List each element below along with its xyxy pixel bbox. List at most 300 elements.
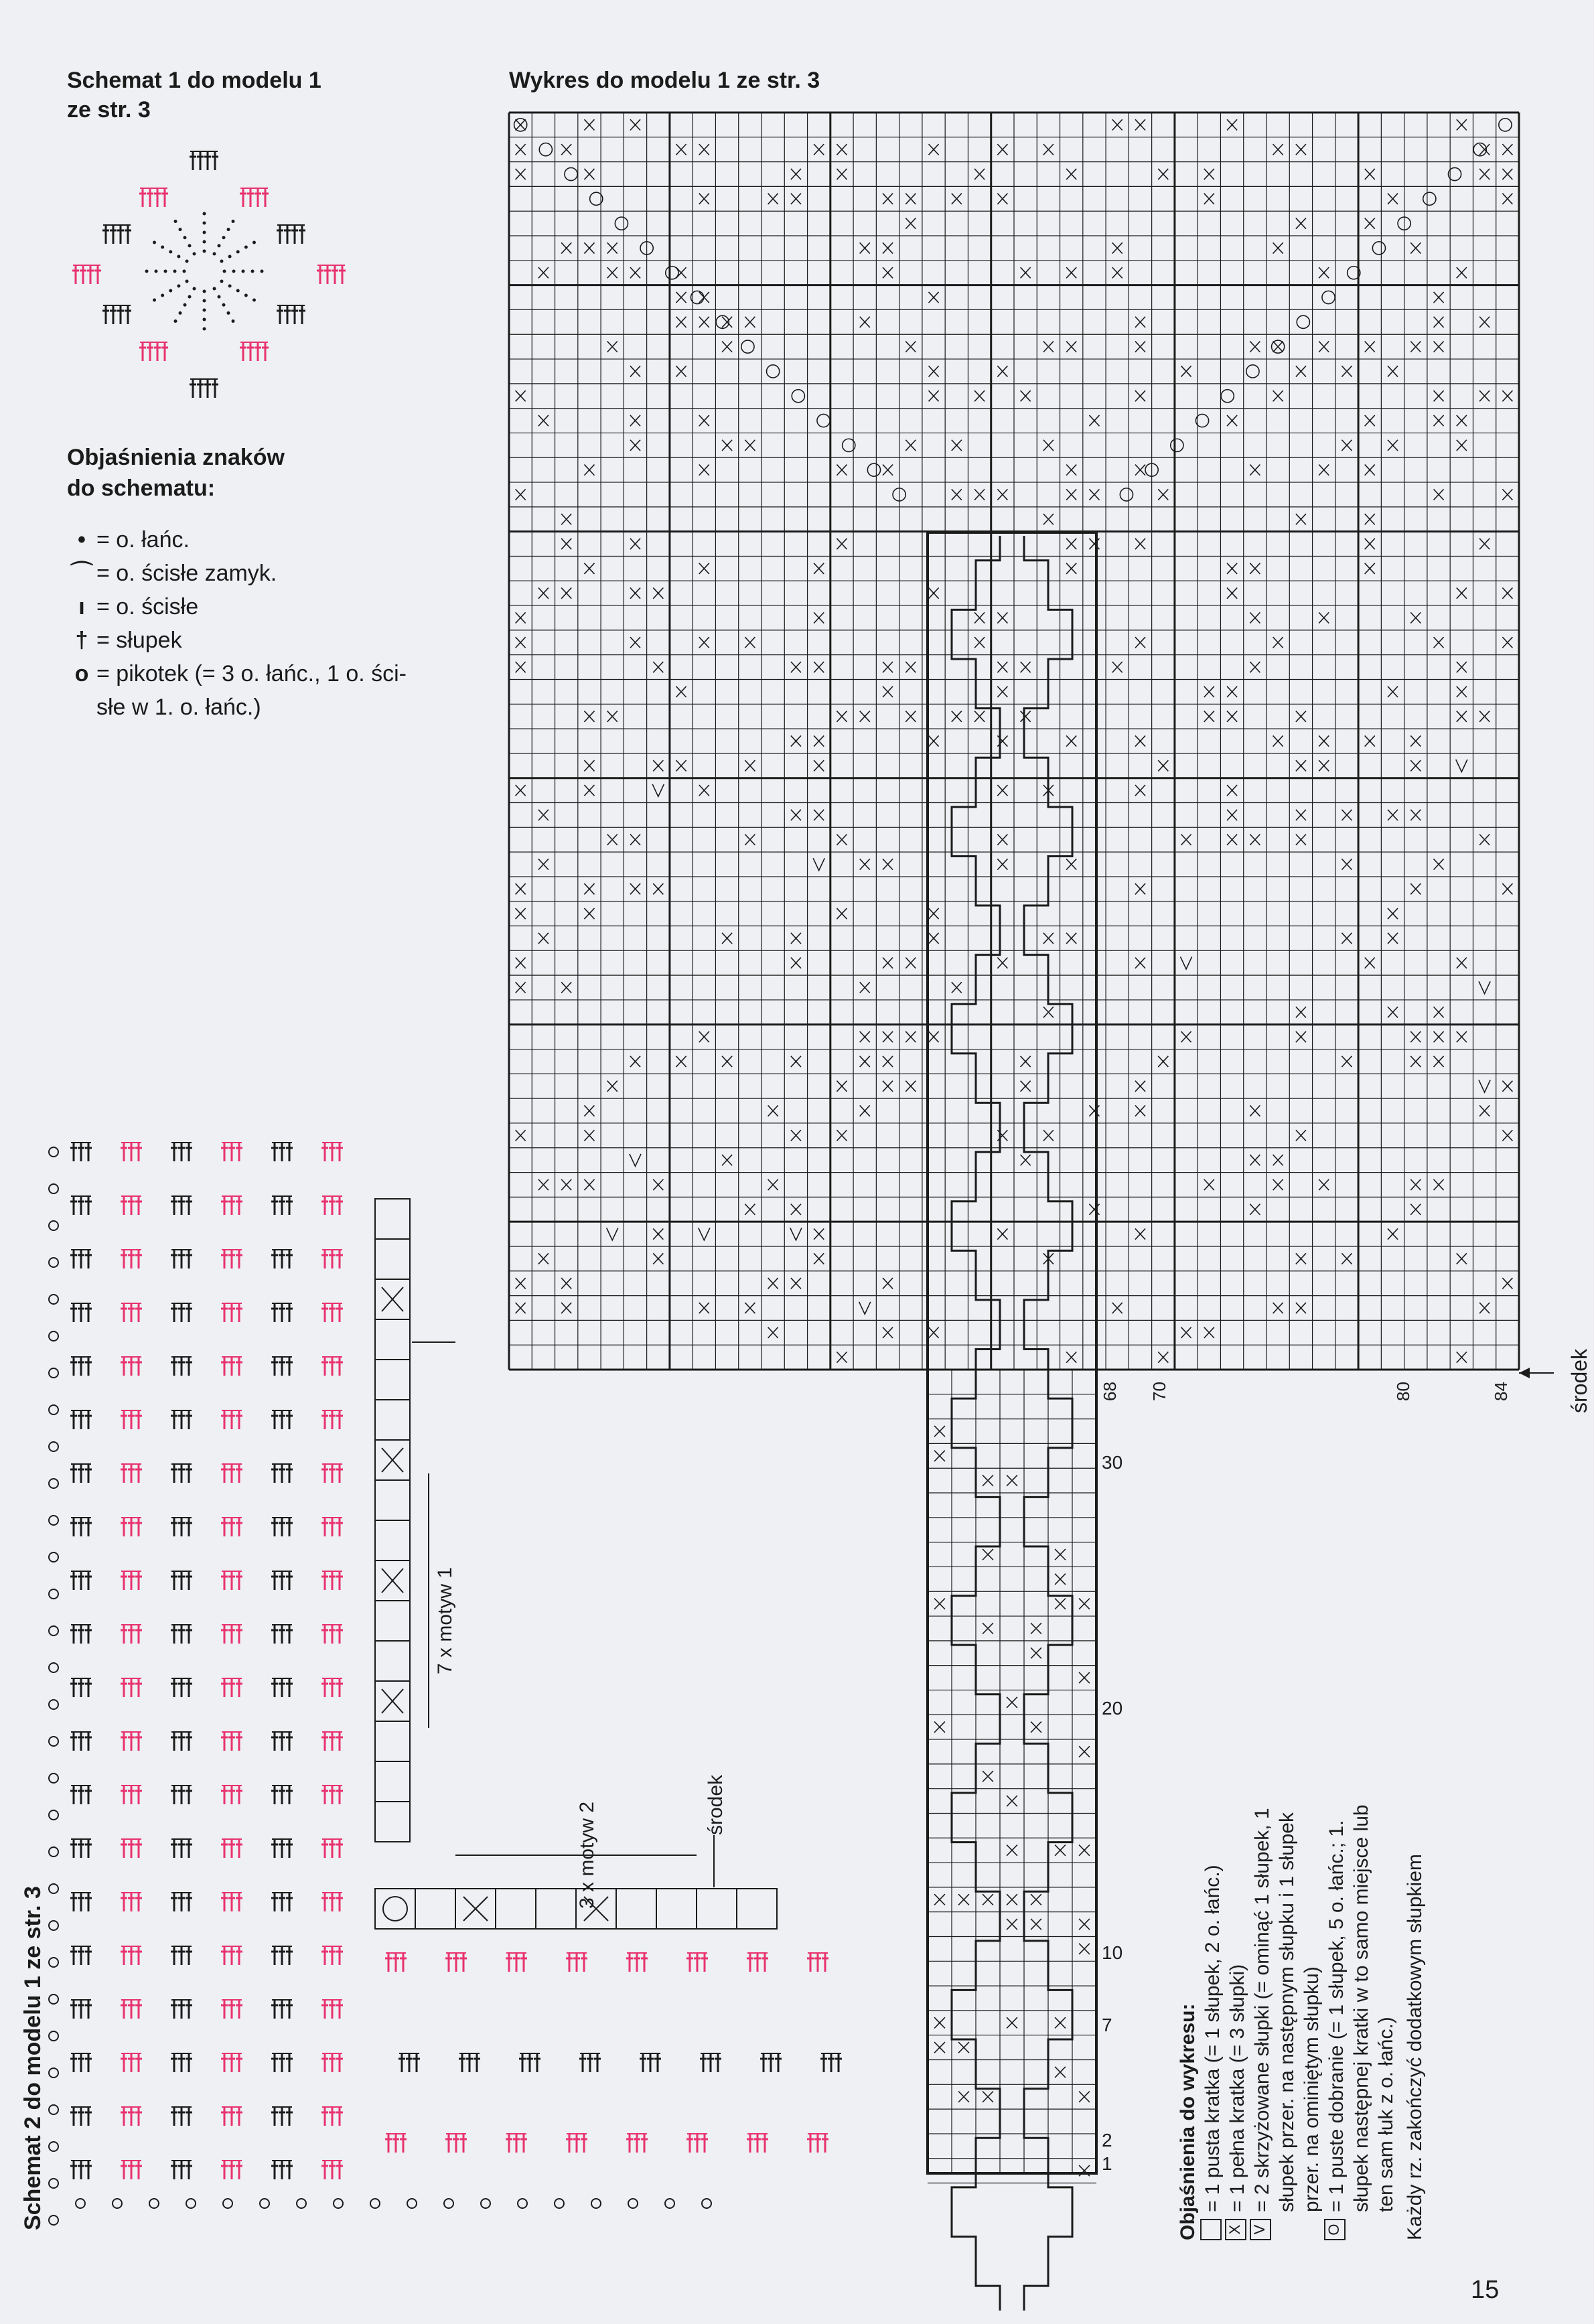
full-cell-mark — [607, 711, 618, 722]
full-cell-mark — [1502, 588, 1512, 599]
full-cell-mark — [1479, 1105, 1490, 1116]
full-cell-mark — [929, 735, 939, 746]
schema2-cell — [375, 1360, 410, 1400]
full-cell-mark — [1112, 662, 1122, 672]
full-cell-mark — [1502, 390, 1512, 401]
full-cell-mark — [1079, 1599, 1090, 1609]
full-cell-mark — [958, 2092, 969, 2102]
loop-cell-mark — [615, 217, 628, 230]
full-cell-mark — [997, 194, 1007, 204]
stitch-cluster — [271, 1893, 293, 1911]
full-cell-mark — [745, 834, 755, 845]
stitch-cluster — [271, 1786, 293, 1804]
full-cell-mark — [1319, 735, 1329, 746]
full-cell-mark — [1342, 859, 1352, 869]
full-cell-mark — [1158, 760, 1168, 771]
loop-cell-mark — [565, 167, 577, 180]
full-cell-mark — [1181, 1327, 1191, 1338]
stitch-cluster — [72, 265, 101, 284]
full-cell-mark — [1055, 2067, 1066, 2078]
full-cell-mark — [584, 760, 594, 771]
full-cell-mark — [929, 1031, 939, 1042]
full-cell-mark — [584, 1130, 594, 1141]
stitch-cluster — [221, 2107, 242, 2126]
stitch-cluster — [171, 1571, 192, 1590]
stitch-cluster — [221, 1143, 242, 1161]
full-cell-mark — [1055, 2017, 1066, 2028]
full-cell-mark — [883, 958, 893, 968]
full-cell-mark — [607, 342, 618, 352]
full-cell-mark — [676, 760, 686, 771]
stitch-cluster — [171, 2107, 192, 2126]
full-cell-mark — [630, 1056, 640, 1067]
full-cell-mark — [974, 612, 985, 623]
full-cell-mark — [1250, 342, 1260, 352]
full-cell-mark — [983, 1894, 993, 1905]
full-cell-mark — [676, 292, 686, 303]
full-cell-mark — [997, 144, 1007, 155]
full-cell-mark — [791, 169, 801, 179]
full-cell-mark — [516, 662, 526, 672]
stitch-cluster — [271, 1571, 293, 1590]
full-cell-mark — [1388, 366, 1398, 376]
schema2-cell — [656, 1889, 697, 1929]
full-cell-mark — [791, 958, 801, 968]
full-cell-mark — [745, 760, 755, 771]
stitch-cluster — [171, 1946, 192, 1965]
crossed-cell-mark — [813, 858, 824, 870]
stitch-cluster — [221, 1196, 242, 1215]
col-number-68: 68 — [1100, 1382, 1120, 1401]
full-cell-mark — [1410, 612, 1421, 623]
full-cell-mark — [791, 933, 801, 944]
full-cell-mark — [883, 859, 893, 869]
full-cell-mark — [1296, 711, 1306, 722]
stitch-cluster — [121, 1946, 142, 1965]
stitch-cluster — [121, 1625, 142, 1644]
full-cell-mark — [934, 1451, 945, 1461]
row-number-2: 2 — [1102, 2130, 1112, 2151]
stitch-cluster — [70, 1410, 92, 1429]
stitch-cluster — [760, 2053, 782, 2072]
stitch-cluster — [70, 1786, 92, 1804]
full-cell-mark — [837, 711, 847, 722]
stitch-cluster — [807, 1953, 828, 1972]
loop-cell-mark — [1221, 390, 1234, 403]
full-cell-mark — [1089, 1204, 1099, 1215]
stitch-cluster — [221, 1303, 242, 1322]
full-cell-mark — [1457, 1031, 1467, 1042]
full-cell-mark — [1031, 1919, 1041, 1930]
full-cell-mark — [997, 834, 1007, 845]
full-cell-mark — [630, 834, 640, 845]
full-cell-mark — [516, 982, 526, 993]
full-cell-mark — [1365, 169, 1375, 179]
schema2-cell — [496, 1889, 536, 1929]
stitch-cluster — [221, 1357, 242, 1376]
schema2-cell — [616, 1889, 656, 1929]
full-cell-mark — [1434, 1056, 1444, 1067]
stitch-cluster — [171, 2161, 192, 2179]
full-cell-mark — [997, 662, 1007, 672]
full-cell-mark — [1273, 242, 1283, 253]
full-cell-mark — [952, 489, 962, 500]
stitch-cluster — [171, 1357, 192, 1376]
full-cell-mark — [814, 760, 824, 771]
full-cell-mark — [837, 144, 847, 155]
crossed-cell-mark — [630, 1154, 641, 1166]
stitch-cluster — [271, 1678, 293, 1697]
full-cell-mark — [929, 588, 939, 599]
full-cell-mark — [1204, 686, 1214, 697]
full-cell-mark — [1021, 1155, 1031, 1165]
chart-legend-text: = 1 pełna kratka (= 3 słupki) — [1226, 1964, 1248, 2212]
full-cell-mark — [883, 1327, 893, 1338]
schema2-cell — [375, 1889, 415, 1929]
stitch-cluster — [271, 2000, 293, 2019]
stitch-cluster — [70, 1196, 92, 1215]
full-cell-mark — [538, 267, 549, 278]
full-cell-mark — [1227, 810, 1237, 820]
full-cell-mark — [1457, 1352, 1467, 1363]
full-cell-mark — [584, 563, 594, 574]
full-cell-mark — [1410, 883, 1421, 894]
full-cell-mark — [791, 1278, 801, 1289]
chart-srodek-label: środek — [1567, 1348, 1591, 1413]
full-cell-mark — [974, 169, 985, 179]
full-cell-mark — [1342, 1056, 1352, 1067]
stitch-cluster — [271, 1303, 293, 1322]
chart-legend-text: = 2 skrzyżowane słupki (= ominąć 1 słupek, 1 słupek przer. na następnym słupku i 1 słupek przer. na ominiętym słupku) — [1251, 1808, 1323, 2212]
stitch-cluster — [385, 2134, 407, 2153]
full-cell-mark — [952, 440, 962, 451]
stitch-cluster — [102, 225, 131, 244]
full-cell-mark — [538, 1253, 549, 1264]
stitch-cluster — [317, 265, 346, 284]
schema2-cell — [375, 1601, 410, 1641]
full-cell-mark — [883, 662, 893, 672]
stitch-cluster — [171, 1625, 192, 1644]
full-cell-mark — [1135, 1105, 1145, 1116]
stitch-cluster — [321, 1625, 343, 1644]
full-cell-mark — [952, 194, 962, 204]
stitch-cluster — [121, 1303, 142, 1322]
full-cell-mark — [1031, 1648, 1041, 1658]
full-cell-mark — [561, 1278, 571, 1289]
full-cell-mark — [929, 144, 939, 155]
full-cell-mark — [1273, 390, 1283, 401]
stitch-cluster — [221, 1464, 242, 1483]
full-cell-mark — [934, 1894, 945, 1905]
schema2-cell — [737, 1889, 777, 1929]
full-cell-mark — [1135, 342, 1145, 352]
full-cell-mark — [1227, 119, 1237, 130]
full-cell-mark — [1434, 1007, 1444, 1017]
schema2-border — [49, 1143, 842, 2225]
full-cell-mark — [1434, 390, 1444, 401]
full-cell-mark — [561, 1303, 571, 1313]
full-cell-mark — [1021, 390, 1031, 401]
full-cell-mark — [905, 1031, 916, 1042]
full-cell-mark — [883, 686, 893, 697]
stitch-cluster — [70, 1732, 92, 1751]
full-cell-mark — [653, 1179, 663, 1190]
full-cell-mark — [1502, 169, 1512, 179]
chart-legend-item — [1200, 1771, 1225, 2240]
full-cell-mark — [1457, 711, 1467, 722]
full-cell-mark — [1273, 1155, 1283, 1165]
crossed-cell-mark — [607, 1228, 618, 1240]
full-cell-mark — [814, 1228, 824, 1239]
legend1-item-text: słe w 1. o. łańc.) — [96, 695, 261, 720]
full-cell-mark — [768, 1278, 778, 1289]
motif1-label: 7 x motyw 1 — [434, 1567, 456, 1674]
full-cell-mark — [1410, 1204, 1421, 1215]
full-cell-mark — [1410, 1179, 1421, 1190]
full-cell-mark — [934, 2042, 945, 2053]
full-cell-mark — [1434, 342, 1444, 352]
full-cell-mark — [745, 440, 755, 451]
full-cell-mark — [1007, 1475, 1017, 1486]
stitch-cluster — [139, 342, 168, 361]
full-cell-mark — [1112, 119, 1122, 130]
full-cell-mark — [676, 267, 686, 278]
stitch-cluster — [70, 2053, 92, 2072]
full-cell-mark — [516, 612, 526, 623]
full-cell-mark — [1043, 342, 1054, 352]
full-cell-mark — [1434, 415, 1444, 426]
full-cell-mark — [653, 662, 663, 672]
full-cell-mark — [1365, 538, 1375, 549]
full-cell-mark — [768, 1105, 778, 1116]
full-cell-mark — [1043, 440, 1054, 451]
full-cell-mark — [974, 489, 985, 500]
full-cell-mark — [1204, 194, 1214, 204]
full-cell-mark — [1410, 760, 1421, 771]
stitch-cluster — [321, 1143, 343, 1161]
full-cell-mark — [1112, 1303, 1122, 1313]
stitch-cluster — [321, 1786, 343, 1804]
full-cell-mark — [1227, 711, 1237, 722]
slip-close-symbol: ⌒ — [70, 561, 93, 586]
full-cell-mark — [1079, 2092, 1090, 2102]
full-cell-mark — [1158, 1056, 1168, 1067]
full-cell-mark — [516, 785, 526, 796]
full-cell-mark — [516, 1303, 526, 1313]
stitch-cluster — [321, 2161, 343, 2179]
stitch-cluster — [221, 1732, 242, 1751]
empty-box-icon — [1200, 2219, 1222, 2240]
full-cell-mark — [952, 711, 962, 722]
loop-cell-mark — [1372, 242, 1385, 255]
full-cell-mark — [952, 982, 962, 993]
full-cell-mark — [699, 465, 709, 476]
full-cell-mark — [1273, 1179, 1283, 1190]
stitch-cluster — [626, 2134, 648, 2153]
crossed-cell-mark — [1180, 957, 1191, 969]
full-cell-mark — [1296, 218, 1306, 229]
schema2-title: Schemat 2 do modelu 1 ze str. 3 — [20, 1886, 46, 2230]
stitch-cluster — [171, 1732, 192, 1751]
full-cell-mark — [538, 415, 549, 426]
stitch-cluster — [221, 1250, 242, 1268]
stitch-cluster — [190, 151, 218, 170]
schema2-cell — [375, 1400, 410, 1440]
full-cell-mark — [905, 1081, 916, 1092]
full-cell-mark — [745, 317, 755, 328]
loop-cell-mark — [1297, 315, 1309, 328]
full-cell-mark — [997, 489, 1007, 500]
stitch-cluster — [321, 1839, 343, 1858]
stitch-cluster — [70, 1357, 92, 1376]
loop-box-icon: O — [1324, 2219, 1346, 2240]
full-cell-mark — [1066, 489, 1076, 500]
full-cell-mark — [905, 342, 916, 352]
full-cell-mark — [1135, 883, 1145, 894]
crossed-cell-mark — [790, 1228, 802, 1240]
full-cell-mark — [516, 169, 526, 179]
loop-cell-mark — [1322, 291, 1335, 303]
full-cell-mark — [1250, 612, 1260, 623]
full-cell-mark — [905, 218, 916, 229]
full-cell-mark — [1388, 440, 1398, 451]
full-cell-mark — [516, 1130, 526, 1141]
full-cell-mark — [1250, 1155, 1260, 1165]
stitch-cluster — [121, 1410, 142, 1429]
stitch-cluster — [221, 1786, 242, 1804]
full-cell-mark — [814, 144, 824, 155]
full-cell-mark — [584, 169, 594, 179]
stitch-cluster — [221, 1893, 242, 1911]
schema2-cell — [697, 1889, 737, 1929]
full-cell-mark — [958, 2042, 969, 2053]
stitch-cluster — [221, 1678, 242, 1697]
full-cell-mark — [837, 1081, 847, 1092]
full-cell-mark — [860, 317, 870, 328]
full-cell-mark — [1296, 1031, 1306, 1042]
full-cell-mark — [630, 637, 640, 648]
stitch-cluster — [271, 1143, 293, 1161]
chain-symbol: • — [78, 527, 86, 553]
full-cell-mark — [699, 1303, 709, 1313]
full-cell-mark — [1502, 637, 1512, 648]
full-cell-mark — [860, 1031, 870, 1042]
full-cell-mark — [722, 1155, 732, 1165]
full-cell-mark — [1135, 958, 1145, 968]
full-cell-mark — [538, 1179, 549, 1190]
full-cell-mark — [1319, 612, 1329, 623]
full-cell-mark — [1296, 760, 1306, 771]
full-cell-mark — [699, 1031, 709, 1042]
full-cell-mark — [1007, 1845, 1017, 1856]
schema2-cell — [375, 1761, 410, 1802]
stitch-cluster — [70, 1571, 92, 1590]
full-cell-mark — [1502, 144, 1512, 155]
full-cell-mark — [630, 415, 640, 426]
stitch-cluster — [121, 2161, 142, 2179]
schema2-cell — [375, 1239, 410, 1279]
stitch-cluster — [506, 1953, 527, 1972]
full-cell-mark — [630, 538, 640, 549]
full-cell-mark — [974, 711, 985, 722]
crossed-cell-mark — [1456, 759, 1467, 772]
full-cell-mark — [1112, 242, 1122, 253]
full-cell-mark — [768, 1327, 778, 1338]
stitch-cluster — [221, 1571, 242, 1590]
full-cell-mark — [1479, 834, 1490, 845]
stitch-cluster — [190, 379, 218, 398]
full-cell-mark — [1043, 933, 1054, 944]
full-cell-mark — [883, 194, 893, 204]
full-cell-mark — [1089, 415, 1099, 426]
full-cell-mark — [1479, 711, 1490, 722]
stitch-cluster — [820, 2053, 842, 2072]
full-cell-mark — [1089, 489, 1099, 500]
stitch-cluster — [277, 305, 305, 324]
full-cell-mark — [1007, 1697, 1017, 1708]
full-cell-mark — [1066, 859, 1076, 869]
full-cell-mark — [1319, 267, 1329, 278]
full-cell-mark — [1181, 834, 1191, 845]
full-cell-mark — [934, 1599, 945, 1609]
stitch-cluster — [121, 1143, 142, 1161]
full-cell-mark — [1043, 1007, 1054, 1017]
full-cell-mark — [561, 1179, 571, 1190]
legend1-item-text: = o. łańc. — [96, 527, 190, 553]
full-cell-mark — [814, 810, 824, 820]
full-cell-mark — [1066, 342, 1076, 352]
stitch-cluster — [271, 1625, 293, 1644]
full-cell-mark — [1066, 735, 1076, 746]
stitch-cluster — [686, 1953, 708, 1972]
full-cell-mark — [584, 1105, 594, 1116]
full-cell-mark — [516, 1278, 526, 1289]
legend1-heading-line2: do schematu: — [67, 476, 216, 501]
stitch-cluster — [70, 2000, 92, 2019]
stitch-cluster — [321, 1464, 343, 1483]
full-cell-mark — [745, 1204, 755, 1215]
full-cell-mark — [1031, 1722, 1041, 1733]
stitch-cluster — [506, 2134, 527, 2153]
full-cell-mark — [516, 489, 526, 500]
stitch-cluster — [700, 2053, 721, 2072]
srodek-arrow-head — [1519, 1368, 1530, 1378]
full-cell-mark — [1502, 489, 1512, 500]
diamond-motif-outline — [952, 536, 1072, 2311]
full-cell-mark — [561, 538, 571, 549]
full-cell-mark — [1055, 1574, 1066, 1585]
full-cell-mark — [814, 1253, 824, 1264]
full-cell-mark — [814, 662, 824, 672]
full-cell-mark — [1066, 1352, 1076, 1363]
full-cell-mark — [974, 390, 985, 401]
schema2-srodek-label: środek — [705, 1774, 727, 1835]
full-cell-mark — [1410, 810, 1421, 820]
full-cell-mark — [883, 1278, 893, 1289]
full-cell-mark — [905, 711, 916, 722]
stitch-cluster — [171, 1143, 192, 1161]
loop-cell-mark — [539, 143, 552, 156]
full-cell-mark — [1296, 366, 1306, 376]
full-cell-mark — [745, 637, 755, 648]
full-cell-mark — [1457, 440, 1467, 451]
schema2-cell — [375, 1319, 410, 1360]
full-cell-mark — [1319, 760, 1329, 771]
full-cell-mark — [1112, 267, 1122, 278]
stitch-cluster — [221, 1839, 242, 1858]
full-cell-mark — [929, 908, 939, 919]
stitch-cluster — [70, 2107, 92, 2126]
